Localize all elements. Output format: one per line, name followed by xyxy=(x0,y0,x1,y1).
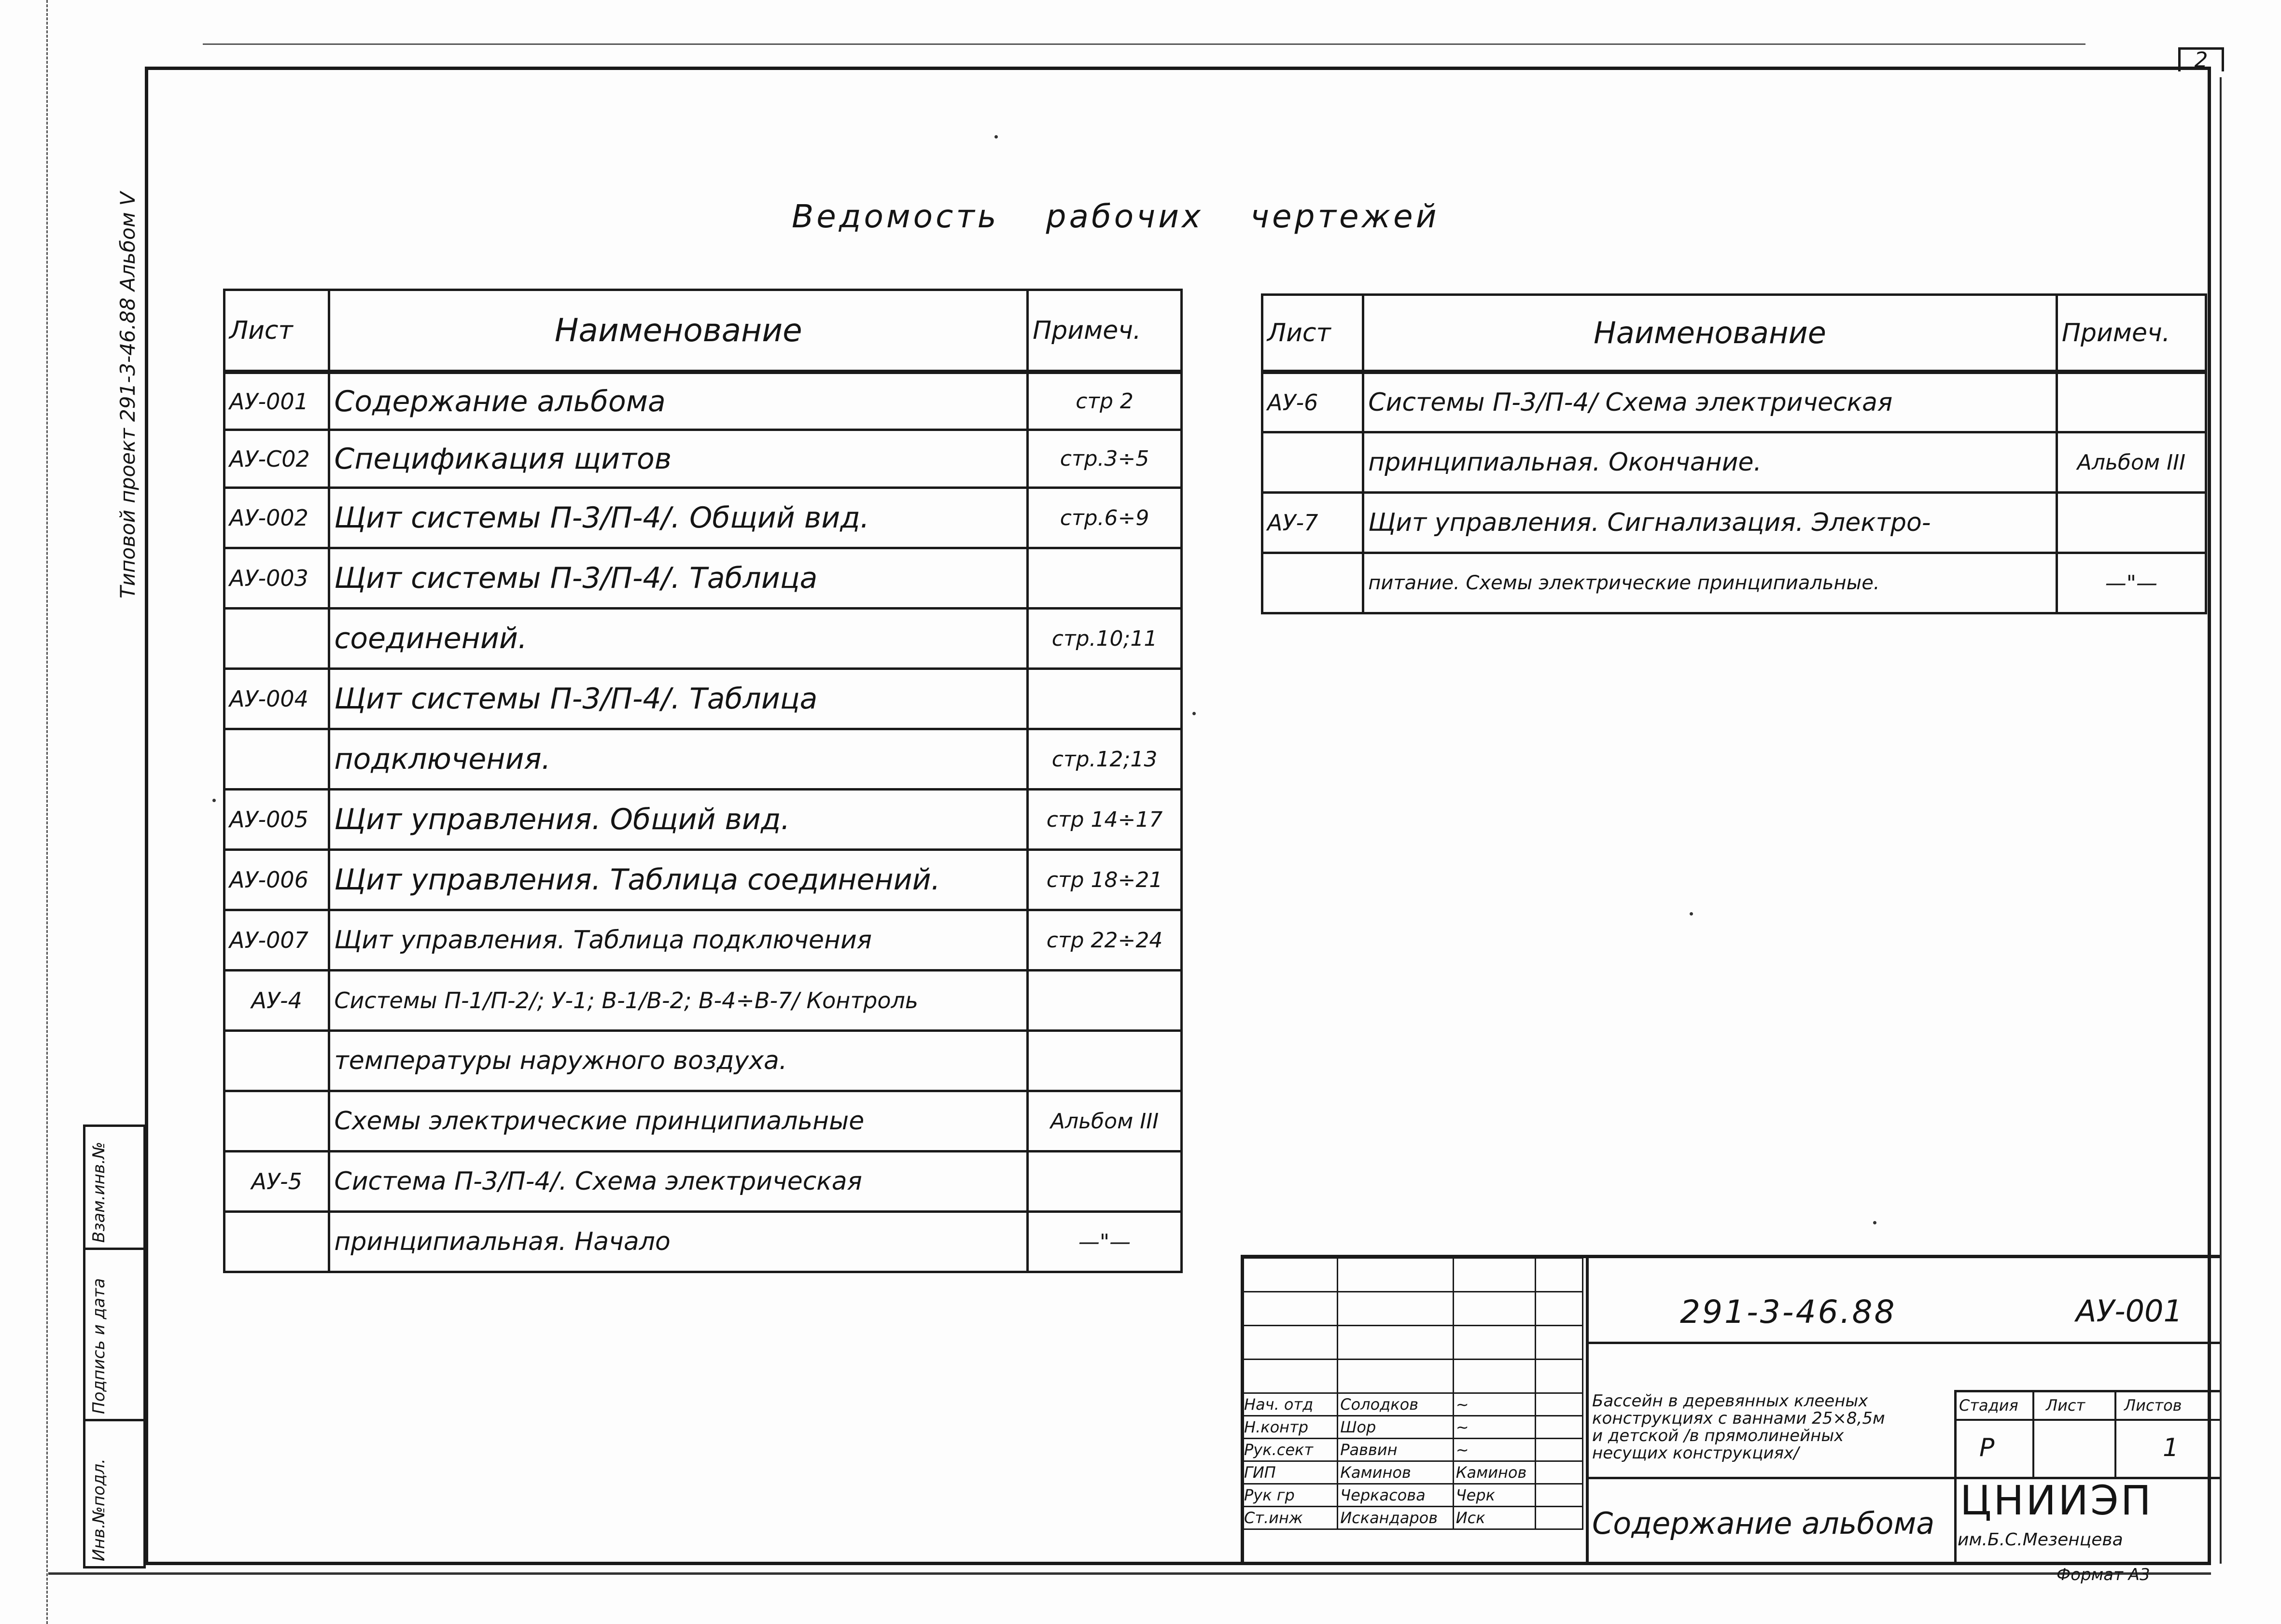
row-note: стр.10;11 xyxy=(1028,609,1182,669)
row-sheet xyxy=(1262,553,1363,613)
description-line: Бассейн в деревянных клееных xyxy=(1592,1391,1868,1411)
row-sheet xyxy=(224,609,329,669)
description-line: конструкциях с ваннами 25×8,5м xyxy=(1592,1409,1885,1428)
drawings-register-right xyxy=(1261,293,2207,614)
row-note: стр 2 xyxy=(1028,372,1182,430)
table-header xyxy=(224,290,1182,372)
row-sheet: АУ-005 xyxy=(224,790,329,850)
top-border-line xyxy=(203,43,2085,45)
margin-stamp-label: Подпись и дата xyxy=(89,1278,109,1414)
scan-speck xyxy=(212,799,216,802)
row-note xyxy=(1028,548,1182,609)
staff-signature: ~ xyxy=(1453,1393,1535,1416)
project-description xyxy=(1592,1392,1885,1462)
frame-right-line xyxy=(2220,77,2222,1564)
sheet-format: Формат А3 xyxy=(2057,1565,2150,1584)
row-name: соединений. xyxy=(329,609,1028,669)
table-row xyxy=(224,729,1182,790)
row-note: стр 22÷24 xyxy=(1028,910,1182,971)
col-note-header: Примеч. xyxy=(2057,295,2206,372)
staff-row xyxy=(1242,1439,1583,1461)
row-name: принципиальная. Окончание. xyxy=(1363,432,2057,493)
row-name: Щит системы П-3/П-4/. Таблица xyxy=(329,669,1028,729)
table-row xyxy=(1262,432,2206,493)
row-name: Щит системы П-3/П-4/. Общий вид. xyxy=(329,488,1028,548)
row-sheet: АУ-5 xyxy=(224,1152,329,1212)
row-note: Альбом III xyxy=(1028,1091,1182,1152)
staff-role: Н.контр xyxy=(1242,1416,1338,1439)
organization-name: ЦНИИЭП xyxy=(1960,1477,2153,1524)
row-sheet: АУ-С02 xyxy=(224,430,329,488)
description-line: несущих конструкциях/ xyxy=(1592,1444,1799,1463)
project-code: 291-3-46.88 xyxy=(1680,1293,1897,1331)
scan-speck xyxy=(1192,712,1196,715)
title-block-divider xyxy=(1954,1390,1957,1564)
col-note-header: Примеч. xyxy=(1028,290,1182,372)
row-sheet: АУ-007 xyxy=(224,910,329,971)
row-name: Схемы электрические принципиальные xyxy=(329,1091,1028,1152)
staff-blank-row xyxy=(1242,1292,1583,1326)
row-sheet: АУ-003 xyxy=(224,548,329,609)
staff-name: Солодков xyxy=(1338,1393,1454,1416)
row-note xyxy=(2057,372,2206,432)
margin-stamp-signature xyxy=(83,1248,146,1421)
staff-row xyxy=(1242,1484,1583,1507)
row-name: Система П-3/П-4/. Схема электрическая xyxy=(329,1152,1028,1212)
drawings-register-left xyxy=(223,289,1183,1273)
row-note: стр 14÷17 xyxy=(1028,790,1182,850)
staff-blank-row xyxy=(1242,1326,1583,1360)
row-sheet: АУ-4 xyxy=(224,971,329,1031)
table-row xyxy=(224,548,1182,609)
row-sheet xyxy=(224,1212,329,1272)
staff-name: Искандаров xyxy=(1338,1507,1454,1529)
row-name: Щит управления. Сигнализация. Электро- xyxy=(1363,493,2057,553)
row-note: стр 18÷21 xyxy=(1028,850,1182,910)
table-row xyxy=(224,910,1182,971)
staff-role: ГИП xyxy=(1242,1461,1338,1484)
album-name: Содержание альбома xyxy=(1592,1506,1935,1541)
row-sheet xyxy=(224,1091,329,1152)
sheets-value: 1 xyxy=(2163,1433,2179,1462)
table-row xyxy=(1262,553,2206,613)
row-name: Щит системы П-3/П-4/. Таблица xyxy=(329,548,1028,609)
table-row xyxy=(224,1152,1182,1212)
staff-name: Шор xyxy=(1338,1416,1454,1439)
binding-margin-line xyxy=(46,0,48,1624)
page-number-box xyxy=(2178,47,2224,71)
title-block-divider xyxy=(2114,1390,2116,1477)
margin-stamp-vzam-inv xyxy=(83,1124,146,1250)
table-row xyxy=(1262,372,2206,432)
row-sheet: АУ-004 xyxy=(224,669,329,729)
margin-stamp-inv-podl xyxy=(83,1419,146,1568)
table-row xyxy=(224,790,1182,850)
row-name: подключения. xyxy=(329,729,1028,790)
row-note: Альбом III xyxy=(2057,432,2206,493)
staff-name: Раввин xyxy=(1338,1439,1454,1461)
stage-header: Стадия xyxy=(1959,1396,2018,1415)
table-row xyxy=(224,609,1182,669)
title-block-divider xyxy=(1586,1255,1589,1564)
staff-signature: ~ xyxy=(1453,1416,1535,1439)
row-name: принципиальная. Начало xyxy=(329,1212,1028,1272)
staff-row xyxy=(1242,1507,1583,1529)
row-sheet: АУ-002 xyxy=(224,488,329,548)
row-sheet xyxy=(224,729,329,790)
col-sheet-header: Лист xyxy=(1262,295,1363,372)
title-block-divider xyxy=(2032,1390,2034,1477)
row-sheet: АУ-7 xyxy=(1262,493,1363,553)
row-name: Спецификация щитов xyxy=(329,430,1028,488)
table-row xyxy=(224,430,1182,488)
staff-blank-row xyxy=(1242,1258,1583,1292)
row-sheet xyxy=(224,1031,329,1091)
margin-project-label: Типовой проект 291-3-46.88 Альбом V xyxy=(116,192,140,598)
row-note xyxy=(1028,669,1182,729)
row-sheet xyxy=(1262,432,1363,493)
col-name-header: Наименование xyxy=(1363,295,2057,372)
row-name: Системы П-3/П-4/ Схема электрическая xyxy=(1363,372,2057,432)
table-row xyxy=(224,488,1182,548)
title-block-divider xyxy=(1954,1390,2220,1392)
sheets-header: Листов xyxy=(2124,1396,2182,1415)
title-block-divider xyxy=(1586,1342,2220,1344)
row-note: стр.3÷5 xyxy=(1028,430,1182,488)
row-sheet: АУ-6 xyxy=(1262,372,1363,432)
row-sheet: АУ-001 xyxy=(224,372,329,430)
table-row xyxy=(224,971,1182,1031)
frame-bottom-line xyxy=(48,1572,2211,1575)
staff-name: Черкасова xyxy=(1338,1484,1454,1507)
row-note xyxy=(2057,493,2206,553)
page-title: Ведомость рабочих чертежей xyxy=(792,198,1440,235)
row-sheet: АУ-006 xyxy=(224,850,329,910)
staff-role: Нач. отд xyxy=(1242,1393,1338,1416)
page-number: 2 xyxy=(2194,48,2208,72)
margin-stamp-label: Инв.№подл. xyxy=(89,1458,109,1561)
staff-signature: ~ xyxy=(1453,1439,1535,1461)
row-note: —"— xyxy=(2057,553,2206,613)
sheet-code: АУ-001 xyxy=(2076,1293,2183,1329)
description-line: и детской /в прямолинейных xyxy=(1592,1426,1844,1445)
staff-role: Рук гр xyxy=(1242,1484,1338,1507)
row-name: Щит управления. Таблица подключения xyxy=(329,910,1028,971)
stage-value: Р xyxy=(1979,1433,1995,1462)
staff-role: Ст.инж xyxy=(1242,1507,1338,1529)
row-note: стр.6÷9 xyxy=(1028,488,1182,548)
table-row xyxy=(224,669,1182,729)
row-name: Щит управления. Общий вид. xyxy=(329,790,1028,850)
table-row xyxy=(1262,493,2206,553)
organization-subtitle: им.Б.С.Мезенцева xyxy=(1958,1530,2123,1550)
row-note xyxy=(1028,1152,1182,1212)
row-name: Системы П-1/П-2/; У-1; В-1/В-2; В-4÷В-7/ Контроль xyxy=(329,971,1028,1031)
row-name: Щит управления. Таблица соединений. xyxy=(329,850,1028,910)
title-block-divider xyxy=(1954,1419,2220,1421)
row-name: температуры наружного воздуха. xyxy=(329,1031,1028,1091)
staff-row xyxy=(1242,1393,1583,1416)
staff-signature: Иск xyxy=(1453,1507,1535,1529)
row-note: —"— xyxy=(1028,1212,1182,1272)
staff-row xyxy=(1242,1416,1583,1439)
table-row xyxy=(224,850,1182,910)
row-note: стр.12;13 xyxy=(1028,729,1182,790)
staff-signature: Каминов xyxy=(1453,1461,1535,1484)
row-name: питание. Схемы электрические принципиальные. xyxy=(1363,553,2057,613)
table-row xyxy=(224,1091,1182,1152)
staff-name: Каминов xyxy=(1338,1461,1454,1484)
table-row xyxy=(224,1031,1182,1091)
col-name-header: Наименование xyxy=(329,290,1028,372)
margin-stamp-label: Взам.инв.№ xyxy=(89,1141,109,1243)
title-block-staff-grid xyxy=(1241,1257,1583,1530)
staff-row xyxy=(1242,1461,1583,1484)
staff-role: Рук.сект xyxy=(1242,1439,1338,1461)
staff-blank-row xyxy=(1242,1360,1583,1393)
row-name: Содержание альбома xyxy=(329,372,1028,430)
scan-speck xyxy=(1873,1221,1876,1224)
sheet-header: Лист xyxy=(2046,1396,2085,1415)
col-sheet-header: Лист xyxy=(224,290,329,372)
staff-signature: Черк xyxy=(1453,1484,1535,1507)
row-note xyxy=(1028,971,1182,1031)
table-header xyxy=(1262,295,2206,372)
scan-speck xyxy=(1690,912,1693,916)
table-row xyxy=(224,372,1182,430)
table-row xyxy=(224,1212,1182,1272)
row-note xyxy=(1028,1031,1182,1091)
scan-speck xyxy=(994,135,998,139)
